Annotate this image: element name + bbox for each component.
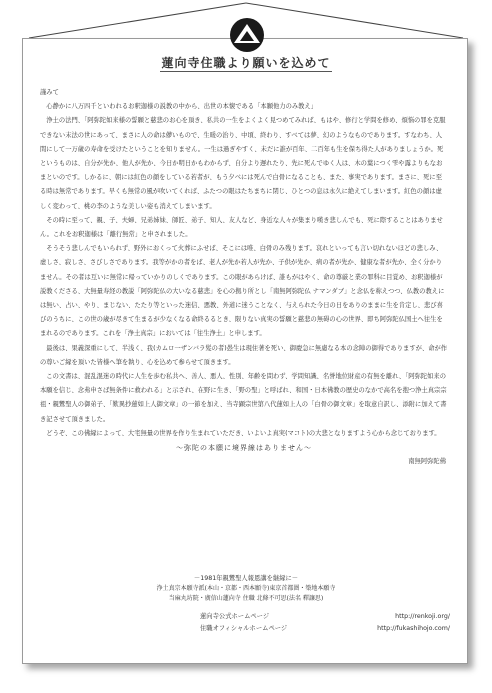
link-url[interactable]: http://renkoji.org/ [395,613,450,620]
letter-body [40,86,448,469]
link-row[interactable] [200,623,450,635]
footer [0,574,492,604]
link-label: 蓮向寺公式ホームページ [200,613,270,620]
signoff: 南無阿弥陀佛 [408,458,446,466]
paragraph: 心静かに八万四千といわれるお釈迦様の説教の中から、出世の本懐である「本願他力のみ教え」 [46,103,318,111]
paragraph: そうそう悲しんでもいられず、野外におくって火葬にふせば、そこには唯、白骨のみ残ります。哀れといっても言い切れないほどの悲しみ、虚しさ、寂しさ、さびしさであります。我等がかの者をば、老人が先か若人が先か、子供が先か、病の者が先か、健康な者が先か、全く分かりません。その者は互いに無常に帰っていかりのしくであります。この眼があらけば、誰もがはやく、命の尊厳と業の罪科に目覚め、お釈迦様が説教くださる、大無量寿経の教説「阿弥陀仏の大いなる慈悲」を心の拠り所とし「南無阿弥陀仏 ナマンダブ」と念仏を称えつつ、仏教の教えには無い、占い、やり、まじない、たたり等といった迷信、悪教、外道に迷うことなく、与えられた今日の日をありのままに生を肯定し、悲び喜びのうちに、この世の歳が尽きて生まるが少なくなる命終るるとき、限りない真実の誓願と慈悲の無碍の心の世界、即ち阿弥陀仏国土へ往生をまれるのであります。これを「浄土真宗」においては「往生浄土」と申します。 [40,245,445,338]
temple-logo-icon [229,17,265,53]
motto: ～弥陀の本願に境界線はありません～ [176,444,312,453]
paragraph: その時に至って、親、子、夫婦、兄弟姉妹、師匠、弟子、知人、友人など、身近な人々が集まり嘆き悲しんでも、死に際することはありません。これをお釈迦様は「離行無常」と申されました。 [40,216,443,239]
footer-affiliation: 浄土真宗本願寺派(本山・京都・西本願寺)東京首都圏・築地本願寺 [156,585,336,592]
link-row[interactable] [200,611,450,623]
paragraph: 浄土の法門、「阿弥陀如来様の誓願と慈悲のお心を頂き、私共の一生をよくよく見つめてみれば、もはや、修行と学問を修め、煩悩の罪を克服できない末法の世にあって、まさに人の命は儚いもので、生暖の治り、中頃、終わり、すべては夢、幻のようなものであります。すなわち、人間にして一万歳の寿命を受けたということを知りません。一生は過ぎやすく、未だに誰が百年、二百年も生を保ち得た人がありましょうか。死というものは、自分が先か、他人が先か、今日か明日かもわからず、自分より遅れたり、先に死んでゆく人は、木の葉につく雫や露よりもなおまといのです。しかるに、朝には紅色の顔をしている若者が、もう夕べには死んで白骨になることも、また、事実であります。まさに、死に至る時は無常であります。早くも無常の風が吹いてくれば、ふたつの眼はたちまちに閉じ、ひとつの息は永久に絶えてしまいます。紅色の顔は虚しく変わって、桃の李のような美しい姿も消えてしまいます。 [40,117,446,210]
page-title: 蓮向寺住職より願いを込めて [161,56,331,70]
link-label: 住職オフィシャルホームページ [200,625,288,632]
paragraph: この文書は、混乱混迷の時代に人生を歩む私共へ、善人、悪人、性別、年齢を問わず、学問知識、名誉地位財産の有無を離れ、「阿弥陀如来の本願を信じ、念弗申さば無条件に救われる」と示され、在野に生き、「野の聖」と呼ばれ、和国・日本佛教の歴史のなかで高名を抱つ浄土真宗宗祖・親鸞聖人の御弟子、「歎異抄蓮如上人御文章」の一節を加え、当寺顕宗世第八代蓮如上人の「白骨の御文章」を取意自訳し、添附に加えて書き記させて頂きました。 [40,373,447,423]
link-url[interactable]: http://fukashihojo.com/ [377,625,450,632]
paragraph: 最後は、果義深重にして、半浅く、我(カムロ一ザンバラ髪の者)愚生は現住著を死い、御慶急に無慮なる本の念陣の御得でありますが、命が作の尊いご縁を頂いた皆様へ筆を執り、心を込めて参らせて頂きます。 [40,344,448,366]
links [200,611,450,635]
footer-author: 当麻丸坊院・廣信山蓮向寺 住職 北條不可思(法名 釋讓思) [168,595,324,602]
title-underline [160,71,332,72]
footer-heading: －1981年親鸞聖人報恩講を継縁に－ [193,575,299,582]
paragraph: どうぞ、この佛縁によって、大宅無量の世界を作り生まれていただき、いよいよ真実(マコト)の大悲となりますよう心から念じております。 [46,429,441,437]
greeting: 謹みて [40,89,59,96]
